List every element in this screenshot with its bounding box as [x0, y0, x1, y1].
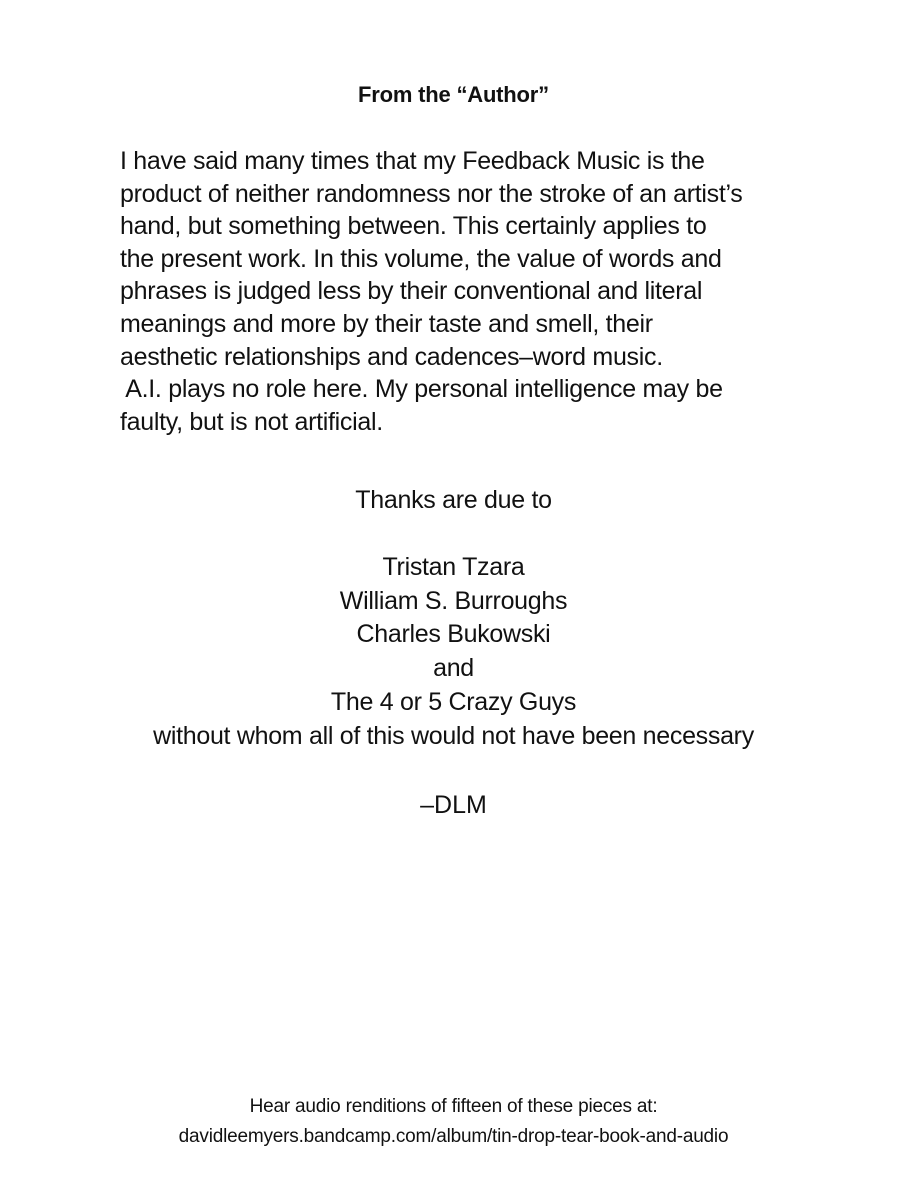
thanks-name: Tristan Tzara — [382, 553, 525, 581]
thanks-name: William S. Burroughs — [339, 586, 568, 615]
audio-footer — [0, 1092, 907, 1152]
footer-caption: Hear audio renditions of fifteen of these pieces at: — [249, 1096, 658, 1117]
statement-line: the present work. In this volume, the value of words and — [120, 244, 722, 273]
statement-line: product of neither randomness nor the stroke of an artist’s — [120, 179, 743, 208]
thanks-conjunction: and — [433, 654, 474, 683]
statement-line: hand, but something between. This certainly applies to — [120, 212, 707, 241]
author-statement — [120, 145, 810, 438]
thanks-name: Charles Bukowski — [356, 620, 551, 649]
author-signature: –DLM — [420, 791, 487, 819]
thanks-closing-line: without whom all of this would not have been necessary — [153, 721, 754, 750]
statement-line: meanings and more by their taste and smell, their — [120, 309, 653, 338]
statement-line: phrases is judged less by their conventional and literal — [120, 277, 703, 306]
statement-line: faulty, but is not artificial. — [120, 407, 383, 436]
thanks-heading: Thanks are due to — [355, 486, 552, 514]
bandcamp-url: davidleemyers.bandcamp.com/album/tin-drop-tear-book-and-audio — [178, 1126, 729, 1147]
thanks-name: The 4 or 5 Crazy Guys — [330, 687, 577, 716]
statement-line: aesthetic relationships and cadences–word music. — [120, 342, 663, 371]
statement-line: I have said many times that my Feedback Music is the — [120, 147, 705, 175]
page-title: From the “Author” — [358, 82, 549, 107]
statement-line: A.I. plays no role here. My personal intelligence may be — [120, 375, 723, 404]
thanks-list — [0, 551, 907, 753]
